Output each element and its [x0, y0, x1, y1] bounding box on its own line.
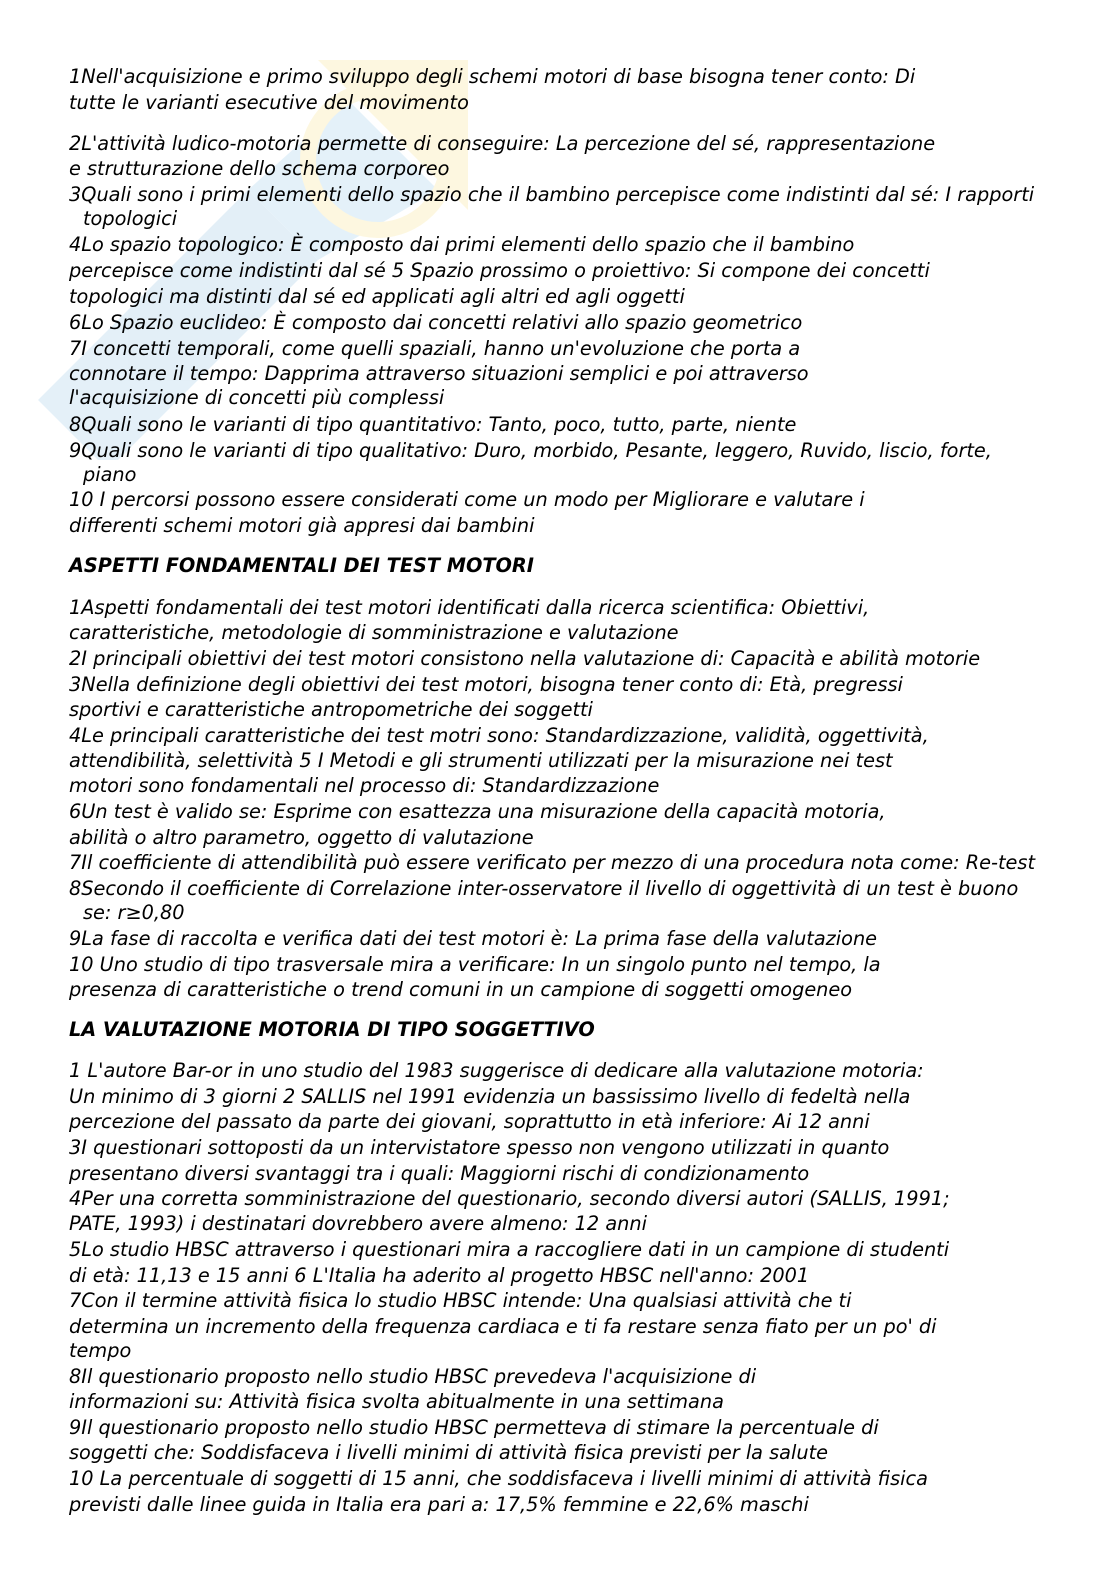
text-line: 10 I percorsi possono essere considerati come un modo per Migliorare e valutare i	[69, 488, 865, 511]
text-line: 2I principali obiettivi dei test motori consistono nella valutazione di: Capacità e abilità motorie	[69, 647, 981, 670]
text-line: soggetti che: Soddisfaceva i livelli minimi di attività fisica previsti per la salute	[69, 1441, 828, 1464]
text-line: 9Quali sono le varianti di tipo qualitativo: Duro, morbido, Pesante, leggero, Ruvido, liscio, forte,	[69, 439, 992, 462]
text-line: se: r≥0,80	[83, 901, 185, 924]
text-line: 4Le principali caratteristiche dei test motri sono: Standardizzazione, validità, oggettività,	[69, 724, 929, 747]
text-line: 1 L'autore Bar-or in uno studio del 1983 suggerisce di dedicare alla valutazione motoria:	[69, 1059, 924, 1082]
text-line: 2L'attività ludico-motoria permette di conseguire: La percezione del sé, rappresentazione	[69, 132, 936, 155]
text-line: 8Il questionario proposto nello studio HBSC prevedeva l'acquisizione di	[69, 1365, 757, 1388]
text-line: percepisce come indistinti dal sé 5 Spazio prossimo o proiettivo: Si compone dei concetti	[69, 259, 930, 282]
text-line: presenza di caratteristiche o trend comuni in un campione di soggetti omogeneo	[69, 978, 853, 1001]
text-line: 1Aspetti fondamentali dei test motori identificati dalla ricerca scientifica: Obiettivi,	[69, 596, 870, 619]
text-line: 6Lo Spazio euclideo: È composto dai concetti relativi allo spazio geometrico	[69, 311, 803, 334]
text-line: caratteristiche, metodologie di somministrazione e valutazione	[69, 621, 679, 644]
text-line: 7Con il termine attività fisica lo studio HBSC intende: Una qualsiasi attività che ti	[69, 1289, 852, 1312]
section-heading: ASPETTI FONDAMENTALI DEI TEST MOTORI	[69, 554, 534, 577]
text-line: Un minimo di 3 giorni 2 SALLIS nel 1991 evidenzia un bassissimo livello di fedeltà nella	[69, 1085, 911, 1108]
section-heading: LA VALUTAZIONE MOTORIA DI TIPO SOGGETTIVO	[69, 1018, 595, 1041]
text-line: determina un incremento della frequenza cardiaca e ti fa restare senza fiato per un po' di	[69, 1315, 937, 1338]
text-line: abilità o altro parametro, oggetto di valutazione	[69, 826, 534, 849]
text-line: informazioni su: Attività fisica svolta abitualmente in una settimana	[69, 1390, 724, 1413]
text-line: tutte le varianti esecutive del movimento	[69, 91, 469, 114]
text-line: connotare il tempo: Dapprima attraverso situazioni semplici e poi attraverso	[69, 362, 809, 385]
text-line: 3I questionari sottoposti da un intervistatore spesso non vengono utilizzati in quanto	[69, 1136, 890, 1159]
text-line: e strutturazione dello schema corporeo	[69, 157, 450, 180]
text-line: 5Lo studio HBSC attraverso i questionari mira a raccogliere dati in un campione di studenti	[69, 1238, 950, 1261]
text-line: 7Il coefficiente di attendibilità può essere verificato per mezzo di una procedura nota come: Re-test	[69, 851, 1036, 874]
text-line: differenti schemi motori già appresi dai bambini	[69, 514, 535, 537]
text-line: topologici	[83, 207, 178, 230]
text-line: 3Nella definizione degli obiettivi dei test motori, bisogna tener conto di: Età, pregressi	[69, 673, 903, 696]
text-line: 4Lo spazio topologico: È composto dai primi elementi dello spazio che il bambino	[69, 233, 855, 256]
text-line: piano	[83, 463, 137, 486]
text-line: 1Nell'acquisizione e primo sviluppo degli schemi motori di base bisogna tener conto: Di	[69, 65, 916, 88]
text-line: 6Un test è valido se: Esprime con esattezza una misurazione della capacità motoria,	[69, 800, 886, 823]
text-line: 4Per una corretta somministrazione del questionario, secondo diversi autori (SALLIS, 1991;	[69, 1187, 950, 1210]
text-line: sportivi e caratteristiche antropometriche dei soggetti	[69, 698, 593, 721]
text-line: 10 Uno studio di tipo trasversale mira a verificare: In un singolo punto nel tempo, la	[69, 953, 881, 976]
text-line: previsti dalle linee guida in Italia era pari a: 17,5% femmine e 22,6% maschi	[69, 1493, 809, 1516]
text-line: 8Secondo il coefficiente di Correlazione inter-osservatore il livello di oggettività di un test è buono	[69, 877, 1019, 900]
text-line: tempo	[69, 1339, 132, 1362]
text-line: di età: 11,13 e 15 anni 6 L'Italia ha aderito al progetto HBSC nell'anno: 2001	[69, 1264, 810, 1287]
text-line: attendibilità, selettività 5 I Metodi e gli strumenti utilizzati per la misurazione nei test	[69, 749, 893, 772]
text-line: PATE, 1993) i destinatari dovrebbero avere almeno: 12 anni	[69, 1212, 647, 1235]
text-line: 3Quali sono i primi elementi dello spazio che il bambino percepisce come indistinti dal sé: I rapporti	[69, 183, 1035, 206]
text-line: topologici ma distinti dal sé ed applicati agli altri ed agli oggetti	[69, 285, 685, 308]
text-line: 8Quali sono le varianti di tipo quantitativo: Tanto, poco, tutto, parte, niente	[69, 413, 797, 436]
text-line: 9La fase di raccolta e verifica dati dei test motori è: La prima fase della valutazione	[69, 927, 878, 950]
text-line: motori sono fondamentali nel processo di: Standardizzazione	[69, 774, 660, 797]
text-line: percezione del passato da parte dei giovani, soprattutto in età inferiore: Ai 12 anni	[69, 1110, 870, 1133]
text-line: l'acquisizione di concetti più complessi	[69, 386, 445, 409]
text-line: 10 La percentuale di soggetti di 15 anni, che soddisfaceva i livelli minimi di attività fisica	[69, 1467, 928, 1490]
text-line: 7I concetti temporali, come quelli spaziali, hanno un'evoluzione che porta a	[69, 337, 801, 360]
text-line: presentano diversi svantaggi tra i quali: Maggiorni rischi di condizionamento	[69, 1162, 810, 1185]
text-line: 9Il questionario proposto nello studio HBSC permetteva di stimare la percentuale di	[69, 1416, 879, 1439]
